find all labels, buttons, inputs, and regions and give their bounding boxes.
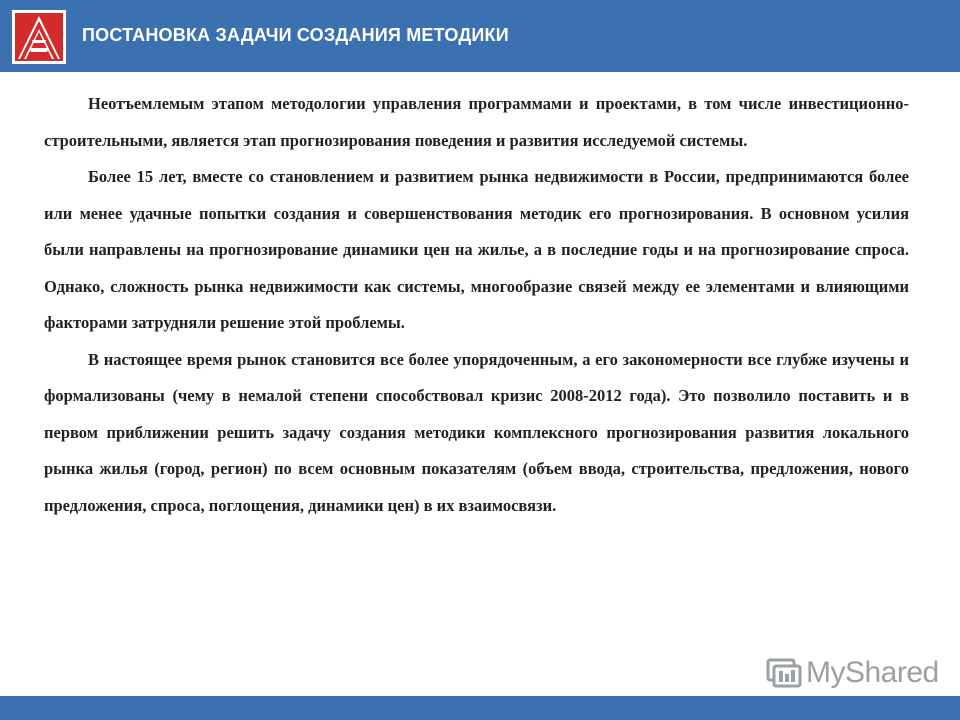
- paragraph: В настоящее время рынок становится все более упорядоченным, а его закономерности все глубже изучены и формализованы (чему в немалой степени способствовал кризис 2008-2012 года). Это позволило поставить и в первом приближении решить задачу создания методики комплексного прогнозирования развития локального рынка жилья (город, регион) по всем основным показателям (объем ввода, строительства, предложения, нового предложения, спроса, поглощения, динамики цен) в их взаимосвязи.: [44, 349, 909, 515]
- page-title: ПОСТАНОВКА ЗАДАЧИ СОЗДАНИЯ МЕТОДИКИ: [82, 25, 509, 45]
- watermark-text: MyShared: [806, 656, 939, 689]
- watermark: [766, 654, 939, 694]
- paragraph: Более 15 лет, вместе со становлением и развитием рынка недвижимости в России, предпринимаются более или менее удачные попытки создания и совершенствования методик его прогнозирования. В основном усилия были направлены на прогнозирование динамики цен на жилье, а в последние годы и на прогнозирование спроса. Однако, сложность рынка недвижимости как системы, многообразие связей между ее элементами и влияющими факторами затрудняли решение этой проблемы.: [44, 167, 909, 332]
- myshared-logo-icon: [766, 656, 802, 690]
- header-bar: [0, 0, 960, 72]
- company-logo-icon: [12, 10, 66, 64]
- body-text: [44, 86, 909, 524]
- footer-bar: [0, 696, 960, 720]
- paragraph: Неотъемлемым этапом методологии управления программами и проектами, в том числе инвестиционно-строительными, является этап прогнозирования поведения и развития исследуемой системы.: [44, 94, 909, 150]
